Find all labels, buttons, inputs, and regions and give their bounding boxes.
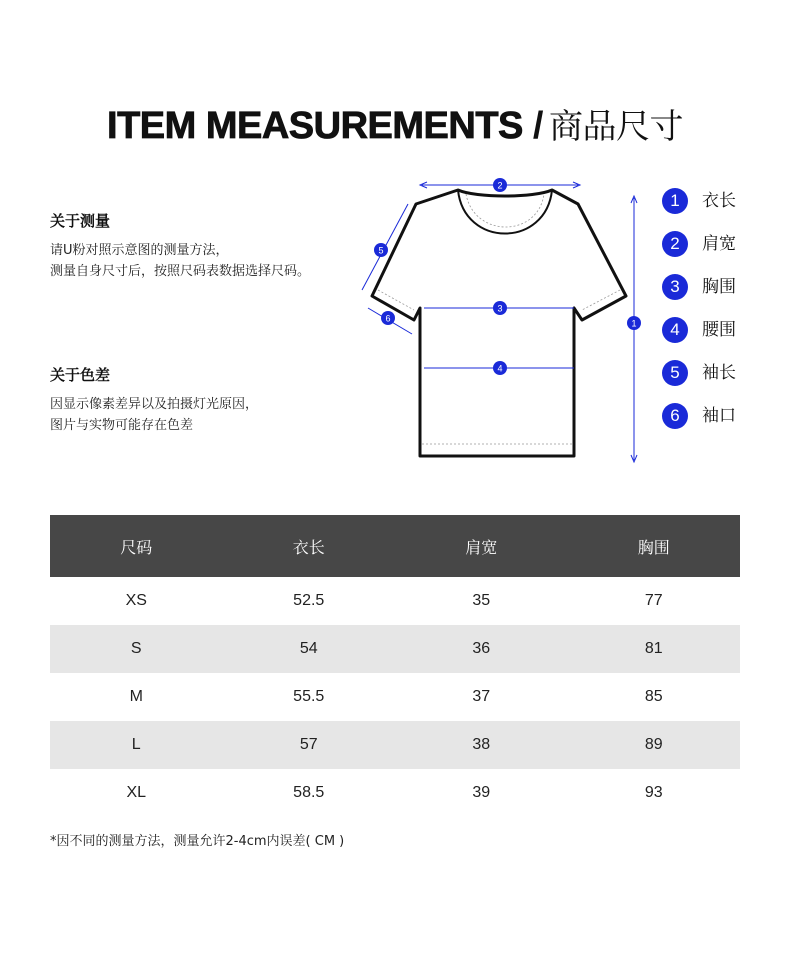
title-cjk: 商品尺寸 xyxy=(548,107,683,148)
table-cell: 54 xyxy=(223,625,396,673)
column-header: 肩宽 xyxy=(395,515,568,577)
table-cell: 85 xyxy=(644,688,663,705)
diagram-marker-1 xyxy=(627,316,641,330)
diagram-marker-label: 3 xyxy=(497,303,503,314)
diagram-marker-6 xyxy=(381,311,395,325)
table-cell: 81 xyxy=(568,625,741,673)
legend-label: 衣长 xyxy=(702,191,736,211)
table-cell: 39 xyxy=(472,784,491,801)
table-row xyxy=(50,721,740,769)
table-cell: 55.5 xyxy=(293,688,325,705)
legend-number: 4 xyxy=(662,317,688,343)
legend-label: 腰围 xyxy=(702,320,736,340)
legend-label: 胸围 xyxy=(702,277,736,297)
color-info-line: 因显示像素差异以及拍摄灯光原因， xyxy=(50,397,259,412)
table-row xyxy=(50,673,740,721)
diagram-marker-2 xyxy=(493,178,507,192)
measure-info-heading: 关于测量 xyxy=(50,212,111,230)
table-cell: 58.5 xyxy=(293,784,325,801)
diagram-marker-label: 6 xyxy=(385,313,391,324)
diagram-marker-3 xyxy=(493,301,507,315)
diagram-marker-5 xyxy=(374,243,388,257)
table-cell: 52.5 xyxy=(293,592,325,609)
legend-number: 3 xyxy=(662,274,688,300)
legend-label: 袖口 xyxy=(702,406,736,426)
diagram-marker-label: 1 xyxy=(631,318,637,329)
tshirt-diagram xyxy=(356,168,656,468)
legend-item-length xyxy=(662,187,772,215)
measure-info-line: 请U粉对照示意图的测量方法， xyxy=(50,243,229,258)
table-cell: L xyxy=(50,721,223,769)
legend-item-waist xyxy=(662,316,772,344)
legend-label: 袖长 xyxy=(702,363,736,383)
column-header: 胸围 xyxy=(568,515,741,577)
diagram-marker-4 xyxy=(493,361,507,375)
table-cell: 35 xyxy=(472,592,491,609)
measurement-legend xyxy=(662,187,772,445)
table-header-row xyxy=(50,515,740,577)
table-cell: 77 xyxy=(644,592,663,609)
diagram-marker-label: 4 xyxy=(497,363,503,374)
title-slash: / xyxy=(532,105,543,148)
table-cell: 57 xyxy=(223,721,396,769)
title-latin: ITEM MEASUREMENTS xyxy=(107,105,523,148)
table-cell: 93 xyxy=(644,784,663,801)
color-info xyxy=(50,364,380,436)
table-row xyxy=(50,769,740,817)
legend-number: 1 xyxy=(662,188,688,214)
diagram-marker-label: 2 xyxy=(497,180,503,191)
table-row xyxy=(50,625,740,673)
size-table xyxy=(50,515,740,817)
table-cell: 37 xyxy=(472,688,491,705)
color-info-line: 图片与实物可能存在色差 xyxy=(50,418,194,433)
tshirt-outline xyxy=(372,190,626,456)
table-cell: 36 xyxy=(395,625,568,673)
color-info-heading: 关于色差 xyxy=(50,366,111,384)
legend-item-cuff xyxy=(662,402,772,430)
measure-info xyxy=(50,210,380,282)
measure-info-line: 测量自身尺寸后，按照尺码表数据选择尺码。 xyxy=(50,264,311,279)
legend-item-chest xyxy=(662,273,772,301)
legend-number: 5 xyxy=(662,360,688,386)
table-cell: XL xyxy=(126,784,147,801)
table-cell: XS xyxy=(125,592,147,609)
legend-label: 肩宽 xyxy=(702,234,736,254)
table-cell: 38 xyxy=(395,721,568,769)
page-title xyxy=(0,99,790,153)
measurement-footnote: *因不同的测量方法，测量允许2-4cm内误差( CM ) xyxy=(50,834,345,849)
legend-item-sleeve xyxy=(662,359,772,387)
diagram-marker-label: 5 xyxy=(378,245,384,256)
table-cell: M xyxy=(129,688,143,705)
legend-number: 2 xyxy=(662,231,688,257)
table-cell: S xyxy=(50,625,223,673)
column-header: 尺码 xyxy=(50,515,223,577)
legend-item-shoulder xyxy=(662,230,772,258)
column-header: 衣长 xyxy=(223,515,396,577)
legend-number: 6 xyxy=(662,403,688,429)
table-cell: 89 xyxy=(568,721,741,769)
table-row xyxy=(50,577,740,625)
